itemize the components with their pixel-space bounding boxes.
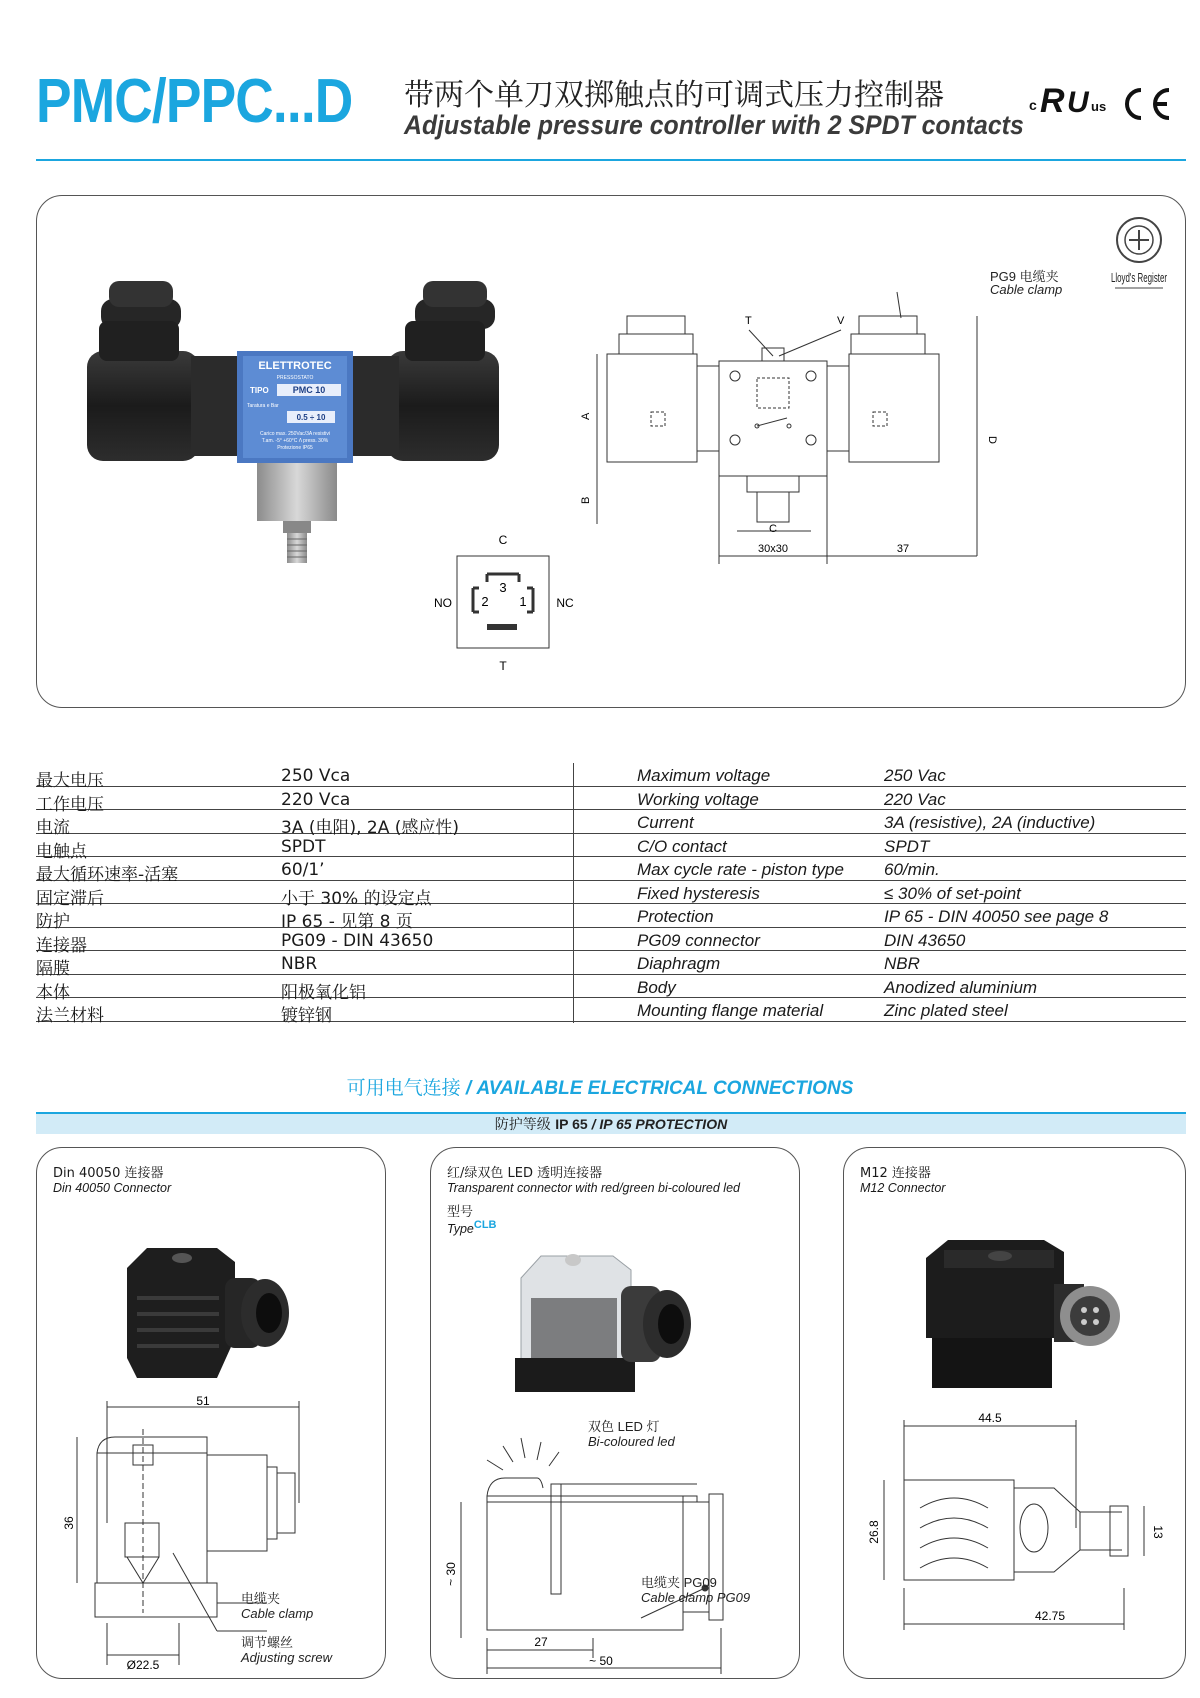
m12-dim-top: 44.5	[978, 1411, 1002, 1425]
card-title-en: Din 40050 Connector	[53, 1181, 172, 1195]
card-type-en	[447, 1219, 496, 1236]
spec-divider	[573, 763, 574, 1023]
led-dim-left: ~ 30	[444, 1562, 458, 1586]
connector-card-din	[36, 1147, 386, 1679]
spec-row: 法兰材料 镀锌钢 Mounting flange material Zinc plated steel	[36, 998, 1186, 1022]
spec-row: 本体 阳极氧化铝 Body Anodized aluminium	[36, 975, 1186, 999]
spec-row: 防护 IP 65 - 见第 8 页 Protection IP 65 - DIN 40050 see page 8	[36, 904, 1186, 928]
led-label-en: Bi-coloured led	[588, 1434, 675, 1449]
din-clamp-cn: 电缆夹	[241, 1591, 281, 1606]
protection-bar	[36, 1114, 1186, 1134]
led-clamp-cn: 电缆夹 PG09	[641, 1575, 717, 1590]
m12-dim-right: 13	[1151, 1525, 1165, 1539]
label-tipo: TIPO	[250, 386, 269, 395]
svg-text:c: c	[1029, 97, 1037, 113]
spec-row: 工作电压 220 Vca Working voltage 220 Vac	[36, 787, 1186, 811]
svg-text:R: R	[1040, 82, 1065, 120]
wiring-pin2: 2	[481, 594, 489, 609]
spec-row: 固定滞后 小于 30% 的设定点 Fixed hysteresis ≤ 30% of set-point	[36, 881, 1186, 905]
led-connector-drawing	[441, 1438, 761, 1678]
product-panel	[36, 195, 1186, 708]
dim-37: 37	[896, 543, 910, 555]
m12-connector-drawing	[854, 1408, 1174, 1648]
label-rating-1: Carico max. 250Vac/3A resistivi	[260, 431, 330, 437]
model-title: PMC/PPC...D	[36, 67, 353, 136]
dim-b: B	[580, 496, 592, 504]
protection-en: IP 65 PROTECTION	[599, 1116, 728, 1132]
protection-ip: IP 65	[555, 1116, 588, 1132]
led-dim-50: ~ 50	[589, 1654, 613, 1668]
card-title-en: M12 Connector	[860, 1181, 946, 1195]
ul-mark-icon	[1029, 82, 1106, 120]
led-label-cn: 双色 LED 灯	[588, 1419, 660, 1434]
cable-clamp-en: Cable clamp	[990, 282, 1063, 297]
label-range-value: 0.5 ÷ 10	[296, 413, 326, 422]
spec-row: 最大循环速率-活塞 60/1’ Max cycle rate - piston type 60/min.	[36, 857, 1186, 881]
led-clamp-en: Cable clamp PG09	[641, 1590, 751, 1605]
card-title-cn: Din 40050 连接器	[53, 1166, 164, 1181]
lloyds-register-logo	[1109, 216, 1169, 306]
connections-title-sep: /	[460, 1078, 477, 1099]
card-type-code: CLB	[473, 1219, 497, 1231]
din-dim-bottom: Ø22.5	[126, 1658, 160, 1672]
protection-cn: 防护等级	[494, 1117, 556, 1133]
card-type-cn: 型号	[447, 1205, 474, 1220]
label-t: T	[745, 315, 752, 327]
connections-title-cn: 可用电气连接	[346, 1077, 461, 1099]
title-chinese: 带两个单刀双掷触点的可调式压力控制器	[404, 78, 944, 113]
spec-row: 电触点 SPDT C/O contact SPDT	[36, 834, 1186, 858]
label-v: V	[837, 315, 845, 327]
label-title: PRESSOSTATO	[276, 375, 314, 381]
din-screw-cn: 调节螺丝	[241, 1635, 294, 1650]
m12-dim-left: 26.8	[867, 1520, 881, 1544]
wiring-pin3: 3	[499, 580, 507, 595]
connector-card-m12	[843, 1147, 1186, 1679]
connections-title	[0, 1073, 1200, 1100]
din-connector-drawing	[62, 1393, 367, 1673]
dim-c: C	[769, 523, 777, 535]
certification-marks	[1029, 78, 1189, 128]
label-brand: ELETTROTEC	[258, 360, 332, 372]
m12-dim-bottom: 42.75	[1034, 1609, 1066, 1623]
dim-a: A	[580, 412, 592, 420]
label-range: Taratura e Bar	[247, 403, 279, 409]
protection-sep: /	[587, 1116, 600, 1132]
din-clamp-en: Cable clamp	[241, 1606, 314, 1621]
m12-connector-photo	[904, 1228, 1124, 1408]
label-rating-2: T.am. -5° +60°C Λ press. 30%	[261, 438, 329, 444]
connector-card-led	[430, 1147, 800, 1679]
din-dim-top: 51	[196, 1394, 210, 1408]
spec-table	[36, 763, 1186, 1026]
svg-text:us: us	[1091, 99, 1107, 114]
spec-row: 电流 3A (电阻), 2A (感应性) Current 3A (resistive), 2A (inductive)	[36, 810, 1186, 834]
card-title-cn: M12 连接器	[860, 1166, 931, 1181]
card-title-cn: 红/绿双色 LED 透明连接器	[447, 1166, 603, 1181]
cable-clamp-cn: PG9 电缆夹	[990, 269, 1059, 284]
label-tipo-value: PMC 10	[292, 385, 326, 395]
din-dim-left: 36	[62, 1516, 76, 1530]
connections-title-en: AVAILABLE ELECTRICAL CONNECTIONS	[476, 1078, 854, 1099]
wiring-nc: NC	[556, 596, 574, 610]
din-connector-photo	[107, 1228, 307, 1398]
spec-row: 连接器 PG09 - DIN 43650 PG09 connector DIN 43650	[36, 928, 1186, 952]
ce-mark-icon	[1127, 90, 1169, 118]
wiring-pin1: 1	[519, 594, 527, 609]
card-type-label: Type	[447, 1222, 474, 1237]
din-screw-en: Adjusting screw	[241, 1650, 333, 1665]
wiring-c: C	[498, 533, 508, 547]
title-english: Adjustable pressure controller with 2 SPDT contacts	[404, 110, 1024, 140]
dim-width: 30x30	[758, 543, 788, 555]
led-dim-27: 27	[534, 1635, 548, 1649]
dimension-drawing	[580, 256, 1027, 586]
wiring-diagram	[427, 526, 607, 676]
page-header	[36, 60, 1186, 160]
wiring-t: T	[499, 659, 507, 673]
led-connector-photo	[501, 1238, 721, 1408]
header-rule	[36, 159, 1186, 161]
register-text: Lloyd's Register	[1111, 270, 1168, 285]
label-rating-3: Protezione IP65	[277, 445, 313, 451]
wiring-no: NO	[434, 596, 452, 610]
dim-d: D	[986, 436, 998, 444]
svg-text:U: U	[1067, 86, 1089, 119]
card-title-en: Transparent connector with red/green bi-coloured led	[447, 1181, 740, 1195]
spec-row: 最大电压 250 Vca Maximum voltage 250 Vac	[36, 763, 1186, 787]
spec-row: 隔膜 NBR Diaphragm NBR	[36, 951, 1186, 975]
